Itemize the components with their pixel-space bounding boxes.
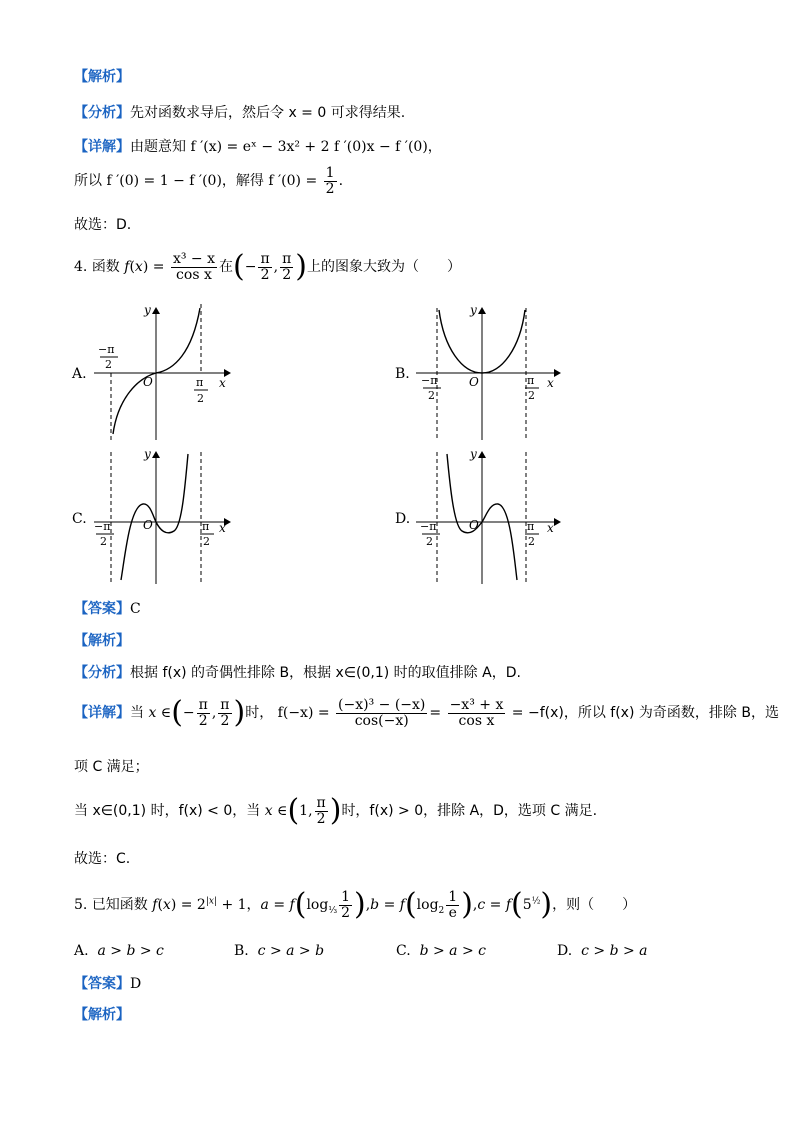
svg-text:O: O: [143, 375, 153, 389]
q3-line2-formula: f ′(0) = 1 − f ′(0)，解得 f ′(0) =: [106, 173, 318, 190]
q5-opt-c-text: b > a > c: [419, 943, 486, 959]
svg-text:O: O: [143, 518, 153, 532]
q4-stem-a: 函数: [91, 259, 120, 276]
q4-x1a: 当: [130, 705, 144, 722]
svg-text:O: O: [469, 518, 479, 532]
graph-c: [88, 446, 248, 588]
q5-option-b: [234, 943, 324, 959]
jiexi-tag-3: 【解析】: [74, 1007, 130, 1023]
graph-a: [88, 298, 248, 444]
q4-function-fraction: [171, 252, 217, 282]
q4-stem: 4. 函数 f(x) = $\frac{\text{x³ − x}}{\text{cos x}}$ 在(− $\frac{\pi}{2}$ , $\frac{\pi}{2}$ )上的图象大致为（ ）: [74, 249, 462, 285]
q4-x1c: f(−x) =: [277, 705, 330, 722]
q4-fenxi-tag: 【分析】: [74, 665, 130, 681]
q5-opt-b-label: B.: [234, 943, 249, 959]
svg-text:x: x: [547, 521, 554, 535]
svg-text:y: y: [144, 303, 151, 317]
svg-text:2: 2: [528, 389, 535, 402]
q5-option-c: [396, 943, 486, 959]
xiangjie-tag: 【详解】: [74, 139, 130, 155]
q4-frac-num: x³ − x: [172, 251, 215, 267]
svg-text:y: y: [470, 447, 477, 461]
svg-text:−π: −π: [94, 520, 111, 533]
q5-opt-d-label: D.: [557, 943, 573, 959]
svg-text:π: π: [527, 374, 535, 387]
svg-text:π: π: [527, 520, 535, 533]
svg-text:2: 2: [428, 389, 435, 402]
q4-final: 故选：C.: [74, 851, 131, 867]
option-d-label: D.: [395, 511, 411, 527]
svg-text:−π: −π: [420, 520, 437, 533]
q4-n2: −x³ + x: [449, 697, 504, 713]
q4-odd-frac-1: [336, 698, 427, 728]
jiexi-tag-1: 【解析】: [74, 69, 130, 85]
q4-number: 4.: [74, 259, 88, 276]
q4-frac-den: cos x: [176, 266, 212, 283]
q4-stem-c: 上的图象大致为（ ）: [307, 259, 462, 276]
q5-opt-b-text: c > a > b: [257, 943, 325, 959]
q4-x1d: = −f(x)，所以 f(x) 为奇函数，排除 B，选: [511, 705, 779, 722]
q4-answer-line: [74, 598, 141, 618]
q4-odd-frac-2: [448, 698, 506, 728]
q4-x3b: 时，f(x) > 0，排除 A，D，选项 C 满足.: [341, 803, 598, 820]
daan-tag: 【答案】: [74, 601, 130, 617]
svg-text:π: π: [196, 376, 204, 389]
svg-text:−π: −π: [98, 343, 115, 356]
svg-text:−π: −π: [421, 374, 438, 387]
fenxi-tag: 【分析】: [74, 105, 130, 121]
q3-xiangjie-pre: 由题意知: [130, 139, 186, 155]
q3-derivative-formula: f ′(x) = eˣ − 3x² + 2 f ′(0)x − f ′(0)，: [190, 139, 442, 155]
graph-d: [410, 446, 570, 588]
svg-text:y: y: [470, 303, 477, 317]
svg-text:2: 2: [197, 392, 204, 405]
q3-frac-den: 2: [325, 180, 335, 197]
svg-text:2: 2: [100, 535, 107, 548]
jiexi-tag-2: 【解析】: [74, 633, 130, 649]
graph-b: [410, 298, 570, 444]
svg-text:x: x: [219, 521, 226, 535]
q5-opt-d-text: c > b > a: [581, 943, 648, 959]
q5-tail: ，则（ ）: [552, 897, 637, 914]
q4-n1: (−x)³ − (−x): [338, 697, 426, 713]
q5-answer-value: D: [130, 976, 142, 992]
q5-answer-line: [74, 973, 141, 993]
q3-frac-num: 1: [325, 165, 335, 181]
option-c-label: C.: [72, 511, 87, 527]
q4-stem-b: 在: [218, 259, 233, 276]
q3-answer: 故选：D.: [74, 217, 132, 233]
q5-option-d: [557, 943, 648, 959]
q5-stem: 5. 已知函数 $f(x) = 2^{|x|} + 1$，$a = f(\log_{\frac{1}{3}}$ $\frac{1}{2}$ )$,b = f(\log_2$ $\frac{1}{e}$ )$,c = f(5^{\frac{1}{2}})$，则（ ）: [74, 887, 637, 923]
svg-text:y: y: [144, 447, 151, 461]
q5-opt-a-label: A.: [74, 943, 89, 959]
q4-answer-value: C: [130, 601, 141, 617]
svg-text:2: 2: [105, 358, 112, 371]
q4-xiangjie-tag: 【详解】: [74, 705, 130, 722]
svg-text:2: 2: [528, 535, 535, 548]
option-b-label: B.: [395, 366, 410, 382]
q4-d2: cos x: [458, 712, 495, 729]
svg-text:x: x: [547, 376, 554, 390]
q4-x3a: 当 x∈(0,1) 时，f(x) < 0，当: [74, 803, 261, 820]
q4-fenxi-line: [74, 662, 521, 682]
q5-opt-c-label: C.: [396, 943, 411, 959]
q5-daan-tag: 【答案】: [74, 976, 130, 992]
q4-d1: cos(−x): [354, 712, 409, 729]
q4-xiangjie-line3: 当 x∈(0,1) 时，f(x) < 0，当 x ∈(1, $\frac{\pi}{2}$ )时，f(x) > 0，排除 A，D，选项 C 满足.: [74, 793, 598, 829]
q3-line2-pre: 所以: [74, 173, 102, 190]
q4-xiangjie-line1: 【详解】当 x ∈(− $\frac{\pi}{2}$ , $\frac{\pi}{2}$ )时， f(−x) = $\frac{\text{(−x)³ − (−x)}}{\cos(-x)}$ = $\frac{\text{−x³ + x}}{\text{cos x}}$ = −f(x)，所以 f(x) 为奇函数，排除 B，选: [74, 695, 779, 731]
q4-xiangjie-line2: 项 C 满足；: [74, 759, 149, 775]
q4-fenxi-text: 根据 f(x) 的奇偶性排除 B，根据 x∈(0,1) 时的取值排除 A，D.: [130, 665, 521, 681]
q5-opt-a-text: a > b > c: [97, 943, 164, 959]
option-a-label: A.: [72, 366, 87, 382]
svg-text:O: O: [469, 375, 479, 389]
q3-xiangjie-line: [74, 136, 442, 156]
q3-fenxi-line: [74, 102, 405, 122]
q3-line2: 所以 f ′(0) = 1 − f ′(0)，解得 f ′(0) = $\frac{1}{2}$ .: [74, 165, 344, 197]
q3-half-fraction: [324, 166, 337, 196]
q5-stem-text: 已知函数: [91, 897, 148, 914]
q4-x1b: 时，: [245, 705, 274, 722]
q5-option-a: [74, 943, 164, 959]
svg-text:2: 2: [426, 535, 433, 548]
q5-number: 5.: [74, 897, 88, 914]
svg-text:π: π: [202, 520, 210, 533]
svg-text:x: x: [219, 376, 226, 390]
q3-fenxi-text: 先对函数求导后，然后令 x = 0 可求得结果.: [130, 105, 406, 121]
svg-text:2: 2: [203, 535, 210, 548]
